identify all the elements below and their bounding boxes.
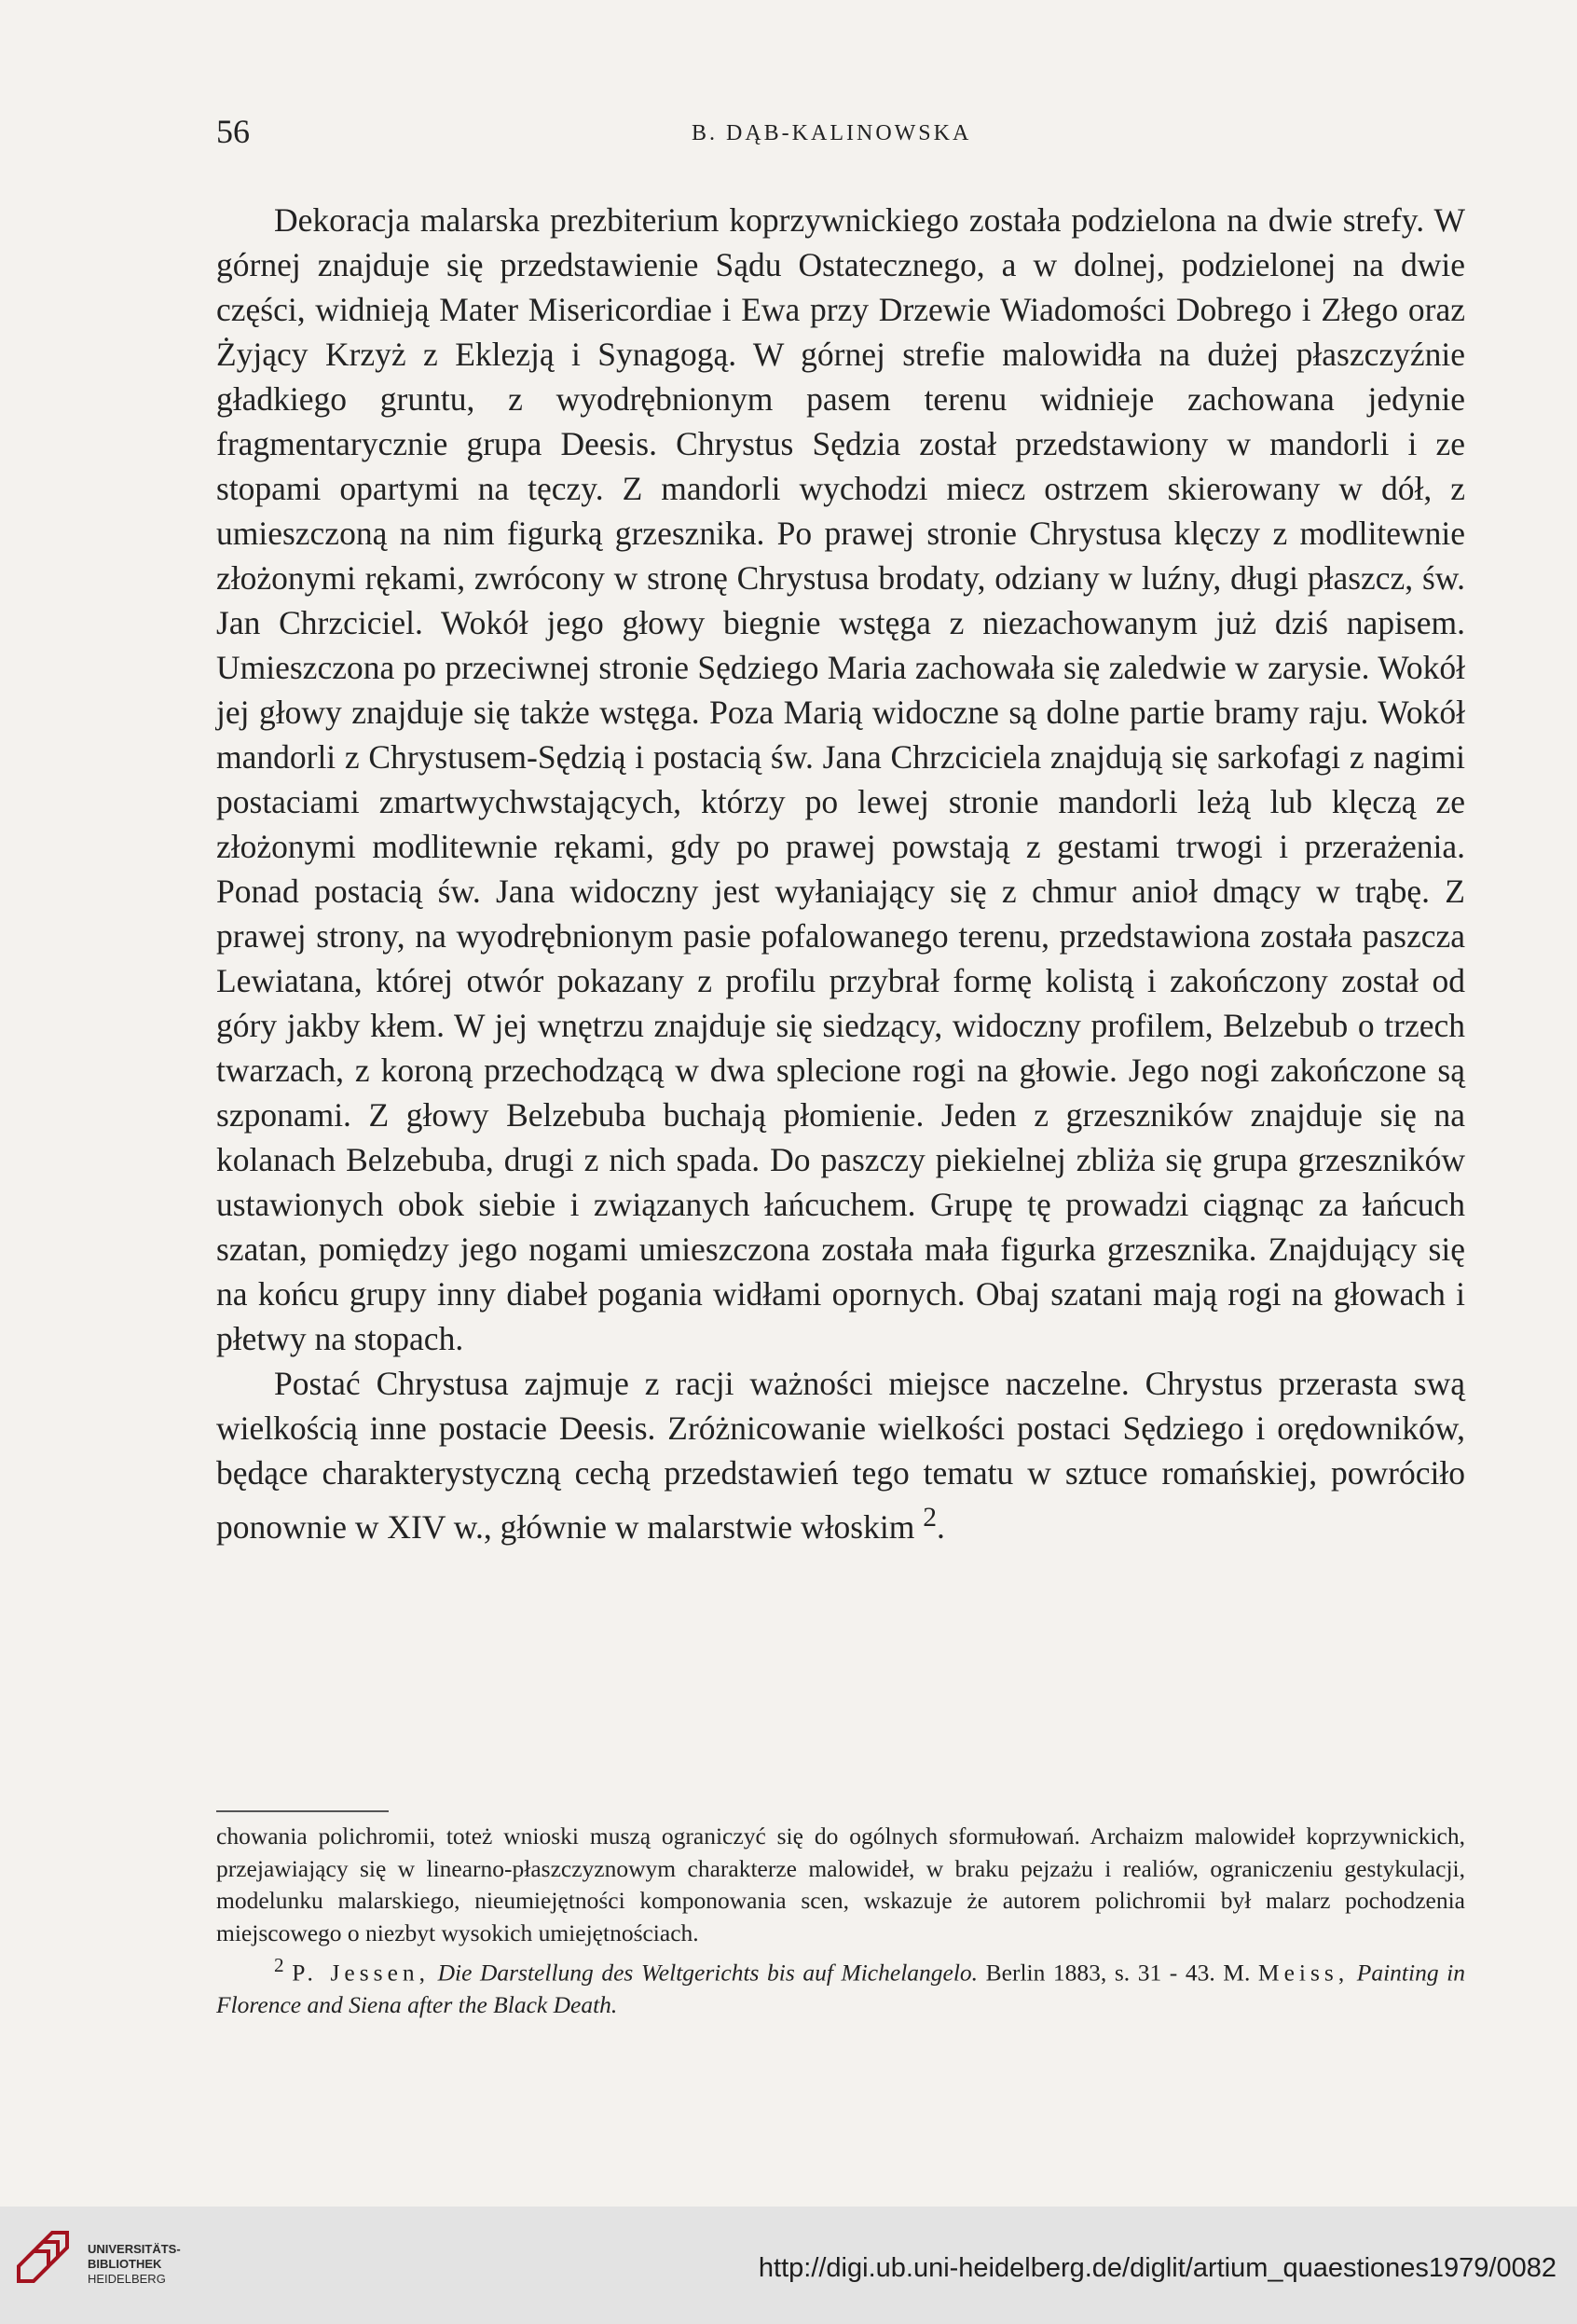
paragraph-2-text: Postać Chrystusa zajmuje z racji ważności miejsce naczelne. Chrystus przerasta swą wielkością inne postacie Deesis. Zróżnicowanie wielkości postaci Sędziego i orędowników, będące charakterystyczną cechą przedstawień tego tematu w sztuce romańskiej, powróciło ponownie w XIV w., głównie w malarstwie włoskim	[216, 1365, 1465, 1546]
running-head	[216, 110, 1465, 157]
library-name-line-3: HEIDELBERG	[88, 2272, 166, 2286]
footnote-2-number: 2	[274, 1954, 284, 1976]
body-text	[216, 198, 1465, 1549]
paragraph-2-end: .	[937, 1507, 945, 1546]
footnote-2-author-2: Meiss,	[1257, 1959, 1350, 1987]
paragraph-1: Dekoracja malarska prezbiterium koprzywnickiego została podzielona na dwie strefy. W górnej znajduje się przedstawienie Sądu Ostatecznego, a w dolnej, podzielonej na dwie części, widnieją Mater Misericordiae i Ewa przy Drzewie Wiadomości Dobrego i Złego oraz Żyjący Krzyż z Eklezją i Synagogą. W górnej strefie malowidła na dużej płaszczyźnie gładkiego gruntu, z wyodrębnionym pasem terenu widnieje zachowana jedynie fragmentarycznie grupa Deesis. Chrystus Sędzia został przedstawiony w mandorli i ze stopami opartymi na tęczy. Z mandorli wychodzi miecz ostrzem skierowany w dół, z umieszczoną na nim figurką grzesznika. Po prawej stronie Chrystusa klęczy z modlitewnie złożonymi rękami, zwrócony w stronę Chrystusa brodaty, odziany w luźny, długi płaszcz, św. Jan Chrzciciel. Wokół jego głowy biegnie wstęga z niezachowanym już dziś napisem. Umieszczona po przeciwnej stronie Sędziego Maria zachowała się zaledwie w zarysie. Wokół jej głowy znajduje się także wstęga. Poza Marią widoczne są dolne partie bramy raju. Wokół mandorli z Chrystusem-Sędzią i postacią św. Jana Chrzciciela znajdują się sarkofagi z nagimi postaciami zmartwychwstających, którzy po lewej stronie mandorli leżą lub klęczą ze złożonymi modlitewnie rękami, gdy po prawej powstają z gestami trwogi i przerażenia. Ponad postacią św. Jana widoczny jest wyłaniający się z chmur anioł dmący w trąbę. Z prawej strony, na wyodrębnionym pasie pofalowanego terenu, przedstawiona została paszcza Lewiatana, której otwór pokazany z profilu przybrał formę kolistą i zakończony został od góry jakby kłem. W jej wnętrzu znajduje się siedzący, widoczny profilem, Belzebub o trzech twarzach, z koroną przechodzącą w dwa splecione rogi na głowie. Jego nogi zakończone są szponami. Z głowy Belzebuba buchają płomienie. Jeden z grzeszników znajduje się na kolanach Belzebuba, drugi z nich spada. Do paszczy piekielnej zbliża się grupa grzeszników ustawionych obok siebie i związanych łańcuchem. Grupę tę prowadzi ciągnąc za łańcuch szatan, pomiędzy jego nogami umieszczona została mała figurka grzesznika. Znajdujący się na końcu grupy inny diabeł pogania widłami opornych. Obaj szatani mają rogi na głowach i płetwy na stopach.	[216, 201, 1465, 1357]
source-url-link[interactable]: http://digi.ub.uni-heidelberg.de/diglit/artium_quaestiones1979/0082	[758, 2253, 1556, 2283]
footnote-2-title-1: Die Darstellung des Weltgerichts bis auf Michelangelo.	[437, 1959, 979, 1987]
footnotes	[216, 1821, 1465, 2022]
footnote-divider	[216, 1810, 389, 1812]
footer-bar	[0, 2207, 1577, 2324]
paragraph-2	[216, 1361, 1465, 1549]
page-number: 56	[216, 113, 250, 150]
footnote-2-author-1: P. Jessen,	[292, 1959, 431, 1987]
footnote-2	[216, 1949, 1465, 2022]
footnote-reference[interactable]: 2	[923, 1503, 938, 1533]
library-name-line-1: UNIVERSITÄTS-	[88, 2242, 181, 2256]
footnote-continuation: chowania polichromii, toteż wnioski muszą ograniczyć się do ogólnych sformułowań. Archaizm malowideł koprzywnickich, przejawiający się w linearno-płaszczyznowym charakterze malowideł, w braku pejzażu i realiów, ograniczeniu gestykulacji, modelunku malarskiego, nieumiejętności komponowania scen, wskazuje że autorem polichromii był malarz pochodzenia miejscowego o niezbyt wysokich umiejętnościach.	[216, 1822, 1465, 1946]
library-name	[88, 2242, 181, 2287]
library-logo-icon	[13, 2229, 71, 2287]
footnote-2-publication-1: Berlin 1883, s. 31 - 43. M.	[985, 1959, 1251, 1987]
running-head-author: B. DĄB-KALINOWSKA	[692, 121, 972, 145]
footnote-2-title-2: Painting in Florence and Siena after the Black Death.	[216, 1959, 1465, 2018]
library-name-line-2: BIBLIOTHEK	[88, 2257, 162, 2271]
